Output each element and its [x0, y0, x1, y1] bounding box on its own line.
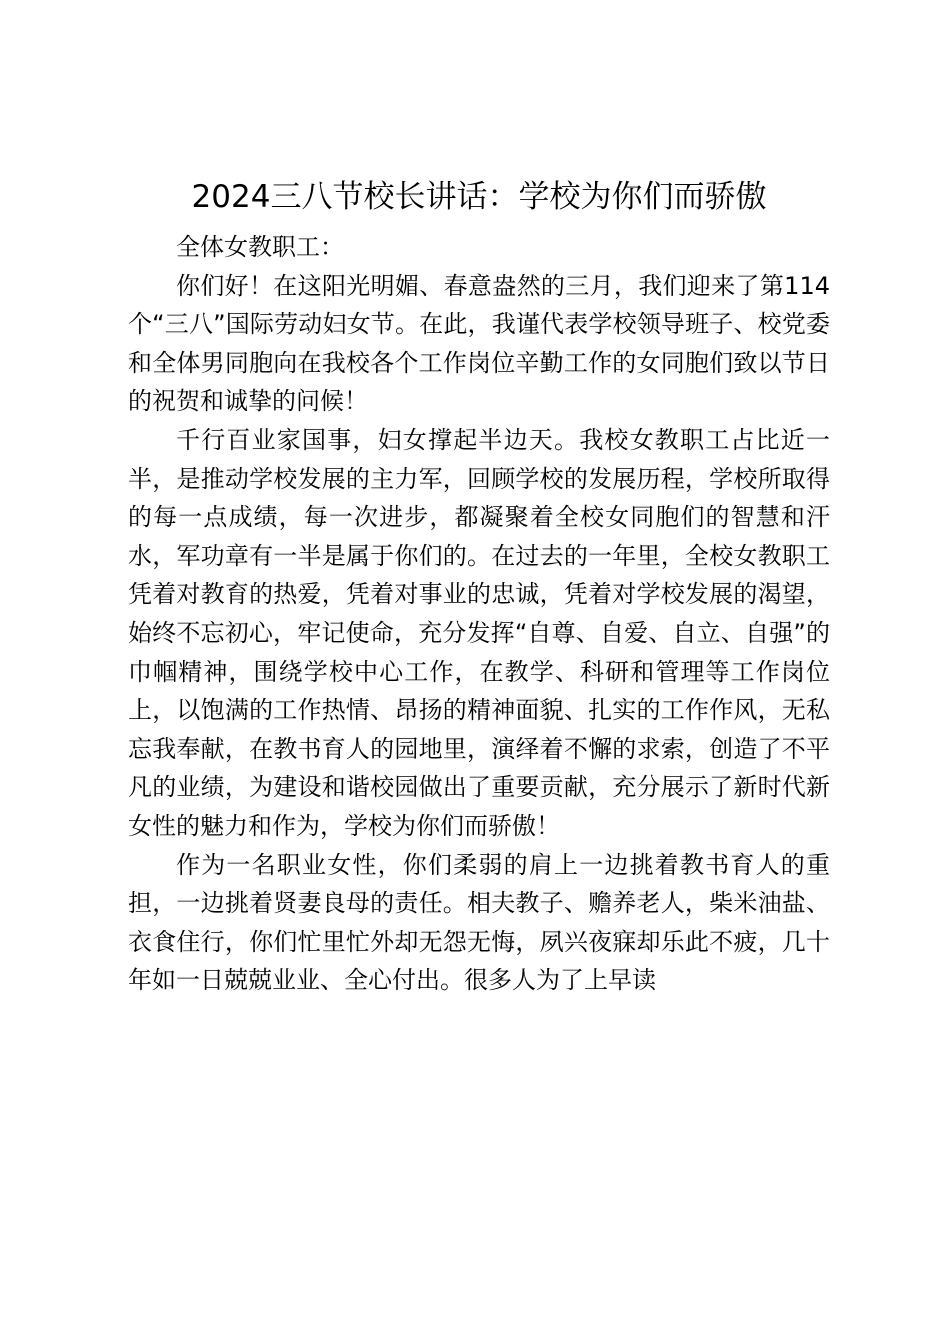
document-body [128, 228, 830, 1000]
paragraph-achievements: 千行百业家国事，妇女撑起半边天。我校女教职工占比近一半，是推动学校发展的主力军，回顾学校的发展历程，学校所取得的每一点成绩，每一次进步，都凝聚着全校女同胞们的智慧和汗水，军功章有一半是属于你们的。在过去的一年里，全校女教职工凭着对教育的热爱，凭着对事业的忠诚，凭着对学校发展的渴望，始终不忘初心，牢记使命，充分发挥“自尊、自爱、自立、自强”的巾帼精神，围绕学校中心工作，在教学、科研和管理等工作岗位上，以饱满的工作热情、昂扬的精神面貌、扎实的工作作风，无私忘我奉献，在教书育人的园地里，演绎着不懈的求索，创造了不平凡的业绩，为建设和谐校园做出了重要贡献，充分展示了新时代新女性的魅力和作为，学校为你们而骄傲！ [128, 425, 830, 840]
paragraph-dedication: 作为一名职业女性，你们柔弱的肩上一边挑着教书育人的重担，一边挑着贤妻良母的责任。相夫教子、赡养老人，柴米油盐、衣食住行，你们忙里忙外却无怨无悔，夙兴夜寐却乐此不疲，几十年如一日兢兢业业、全心付出。很多人为了上早读 [128, 850, 830, 995]
salutation: 全体女教职工： [176, 233, 344, 261]
document-title: 2024三八节校长讲话：学校为你们而骄傲 [191, 179, 767, 215]
paragraph-greeting: 你们好！在这阳光明媚、春意盎然的三月，我们迎来了第114个“三八”国际劳动妇女节。在此，我谨代表学校领导班子、校党委和全体男同胞向在我校各个工作岗位辛勤工作的女同胞们致以节日的祝贺和诚挚的问候！ [128, 271, 830, 416]
